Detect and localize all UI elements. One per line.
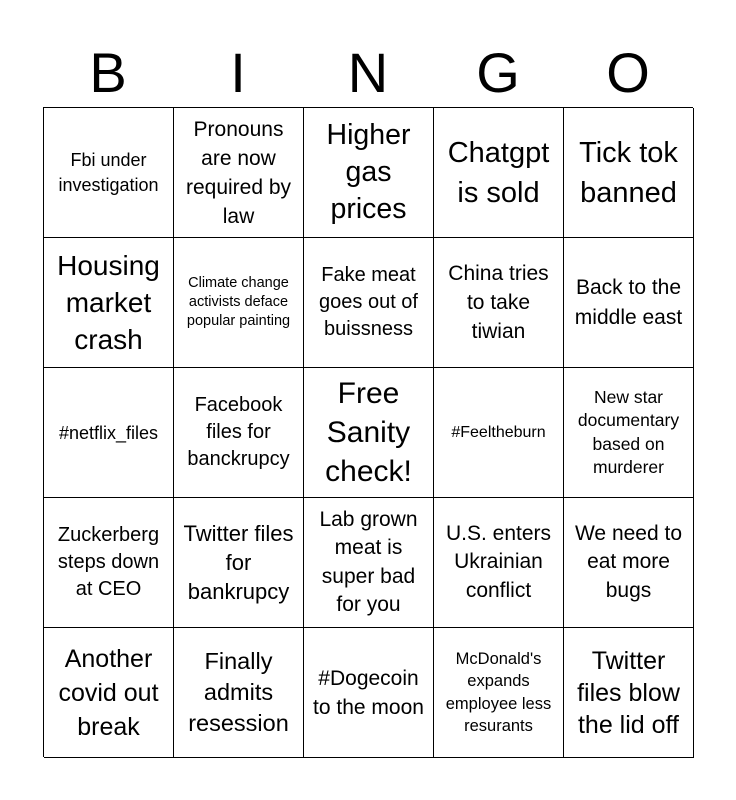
bingo-cell[interactable]: [174, 368, 304, 498]
cell-text: #Dogecoin to the moon: [313, 666, 424, 719]
cell-text: Lab grown meat is super bad for you: [319, 507, 418, 616]
bingo-cell[interactable]: [564, 108, 694, 238]
bingo-cell[interactable]: [44, 238, 174, 368]
header-letter-o: O: [606, 41, 650, 104]
cell-text: Tick tok banned: [579, 136, 678, 209]
bingo-cell[interactable]: [174, 108, 304, 238]
bingo-cell[interactable]: [304, 498, 434, 628]
cell-text: Back to the middle east: [574, 275, 683, 329]
bingo-cell[interactable]: [434, 108, 564, 238]
bingo-cell[interactable]: [564, 238, 694, 368]
cell-text: Fake meat goes out of buissness: [319, 264, 418, 340]
bingo-cell[interactable]: [434, 498, 564, 628]
cell-text: Zuckerberg steps down at CEO: [57, 524, 160, 600]
header-letter-g: G: [476, 41, 520, 104]
cell-text: U.S. enters Ukrainian conflict: [445, 521, 552, 602]
cell-text: Twitter files blow the lid off: [577, 646, 680, 739]
bingo-cell[interactable]: [44, 368, 174, 498]
cell-text: McDonald's expands employee less resurants: [445, 649, 552, 735]
header-letter-i: I: [230, 41, 246, 104]
cell-text: #netflix_files: [58, 422, 159, 443]
bingo-cell[interactable]: [44, 498, 174, 628]
cell-text: Another covid out break: [58, 644, 159, 741]
bingo-cell[interactable]: [564, 628, 694, 758]
bingo-cell[interactable]: [304, 108, 434, 238]
cell-text: #Feeltheburn: [451, 424, 546, 441]
header-letter-n: N: [347, 41, 389, 104]
cell-text: New star documentary based on murderer: [577, 386, 680, 477]
bingo-cell[interactable]: [174, 498, 304, 628]
bingo-cell[interactable]: [434, 238, 564, 368]
cell-text: Climate change activists deface popular painting: [186, 275, 291, 329]
cell-text: Higher gas prices: [326, 119, 411, 225]
bingo-cell[interactable]: [174, 238, 304, 368]
bingo-cell[interactable]: [304, 238, 434, 368]
bingo-cell[interactable]: [434, 628, 564, 758]
cell-text: Chatgpt is sold: [447, 136, 550, 209]
bingo-cell[interactable]: [44, 628, 174, 758]
cell-text: Facebook files for banckrupcy: [187, 394, 290, 470]
bingo-cell[interactable]: [434, 368, 564, 498]
cell-text: We need to eat more bugs: [574, 521, 683, 602]
cell-text: Pronouns are now required by law: [185, 117, 292, 228]
cell-text: Housing market crash: [57, 250, 160, 355]
bingo-cell[interactable]: [564, 498, 694, 628]
bingo-cell[interactable]: [304, 368, 434, 498]
cell-text: Finally admits resession: [188, 648, 289, 736]
cell-text: China tries to take tiwian: [448, 262, 549, 343]
bingo-header: [43, 40, 693, 106]
bingo-cell[interactable]: [564, 368, 694, 498]
bingo-cell[interactable]: [44, 108, 174, 238]
header-letter-b: B: [89, 41, 127, 104]
cell-text: Twitter files for bankrupcy: [183, 521, 294, 604]
bingo-grid: [43, 107, 693, 757]
bingo-cell[interactable]: [174, 628, 304, 758]
bingo-cell[interactable]: [304, 628, 434, 758]
cell-text: Free Sanity check!: [325, 377, 412, 488]
cell-text: Fbi under investigation: [58, 149, 159, 195]
